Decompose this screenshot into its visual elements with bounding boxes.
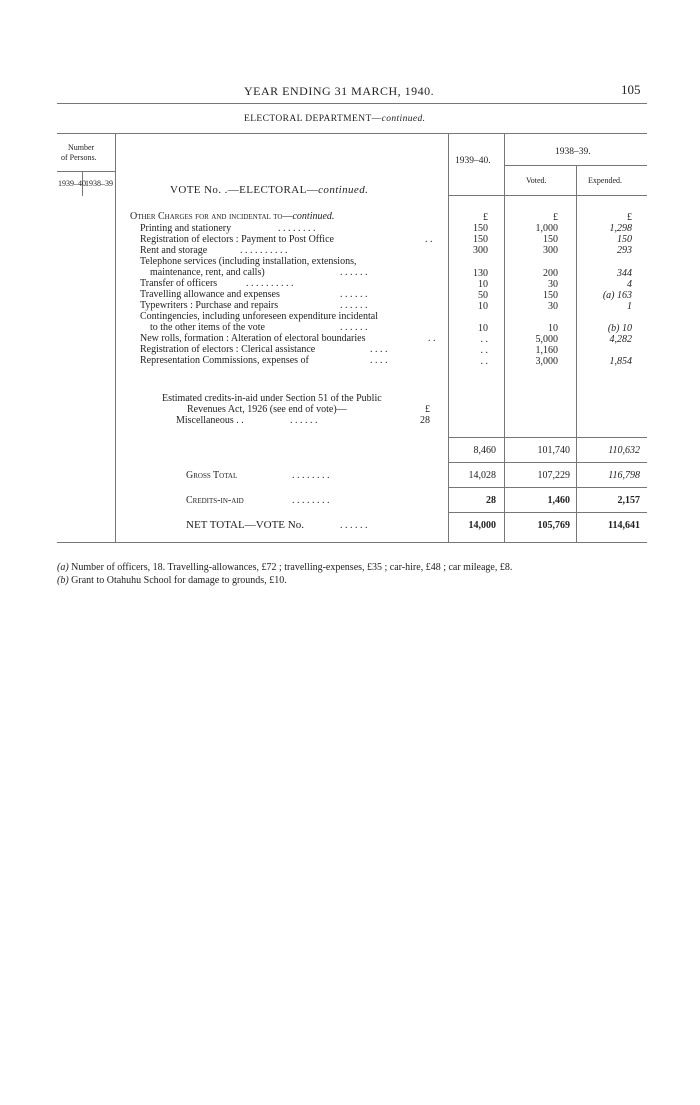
credits-note-line3: Miscellaneous . . [176, 415, 244, 426]
credits-note-line1: Estimated credits-in-aid under Section 51 of the Public [162, 393, 382, 404]
row-value-voted: 200 [543, 268, 558, 279]
gross-total-dots: . . . . . . . . [292, 470, 330, 481]
row-dots: . . [425, 234, 433, 245]
row-value-voted: 1,000 [535, 223, 558, 234]
row-value-expended: 1 [627, 301, 632, 312]
voted-expended-divider [576, 165, 577, 542]
row-dots: . . . . . . . . . . [246, 278, 294, 289]
section-subtitle: ELECTORAL DEPARTMENT—continued. [244, 114, 426, 124]
row-value-voted: 150 [543, 234, 558, 245]
row-value-expended: 4 [627, 279, 632, 290]
row-label: maintenance, rent, and calls) [150, 267, 265, 278]
subtotal-voted: 101,740 [537, 445, 570, 456]
row-value-1940: . . [480, 334, 488, 345]
row-value-1940: . . [480, 345, 488, 356]
net-total-label: NET TOTAL—VOTE No. [186, 519, 304, 531]
col-header-1939-40: 1939–40. [455, 156, 491, 166]
col-1940-right-divider [504, 133, 505, 542]
persons-year-1940: 1939–40 [58, 179, 86, 188]
row-dots: . . . . . . [340, 322, 368, 333]
subtotal-expended: 110,632 [608, 445, 640, 456]
credits-in-aid-1940: 28 [486, 495, 496, 506]
row-value-voted: 5,000 [535, 334, 558, 345]
row-value-voted: 10 [548, 323, 558, 334]
row-value-voted: 30 [548, 301, 558, 312]
credits-in-aid-expended: 2,157 [617, 495, 640, 506]
currency-1940: £ [483, 212, 488, 223]
persons-year-1939: 1938–39 [85, 179, 113, 188]
row-value-voted: 3,000 [535, 356, 558, 367]
row-value-expended: 4,282 [609, 334, 632, 345]
page-number: 105 [621, 82, 641, 97]
subtotal-rule [448, 437, 647, 438]
row-value-voted: 30 [548, 279, 558, 290]
persons-col-divider [115, 133, 116, 542]
col-header-1938-39: 1938–39. [555, 147, 591, 157]
credits-rule [448, 487, 647, 488]
row-label: Printing and stationery [140, 223, 232, 234]
row-dots: . . . . . . [340, 289, 368, 300]
net-rule [448, 512, 647, 513]
currency-expended: £ [627, 212, 632, 223]
row-label: Transfer of officers [140, 278, 218, 289]
row-value-1940: 150 [473, 234, 488, 245]
row-label: New rolls, formation : Alteration of electoral boundaries [140, 333, 366, 344]
net-total-1940: 14,000 [468, 520, 496, 531]
gross-total-label: Gross Total [186, 470, 238, 481]
row-value-expended: 1,298 [609, 223, 632, 234]
currency-voted: £ [553, 212, 558, 223]
row-value-1940: 130 [473, 268, 488, 279]
row-value-expended: (a) 163 [602, 290, 632, 301]
credits-note-currency: £ [425, 404, 430, 415]
row-dots: . . . . [370, 355, 388, 366]
row-label: to the other items of the vote [150, 322, 265, 333]
page-header-title: YEAR ENDING 31 MARCH, 1940. [244, 84, 435, 98]
gross-total-expended: 116,798 [608, 470, 640, 481]
net-total-expended: 114,641 [608, 520, 640, 531]
row-label: Representation Commissions, expenses of [140, 355, 309, 366]
col-header-expended: Expended. [588, 176, 622, 185]
row-value-1940: 10 [478, 301, 488, 312]
row-value-1940: . . [480, 356, 488, 367]
net-total-voted: 105,769 [537, 520, 570, 531]
row-label: Typewriters : Purchase and repairs [140, 300, 279, 311]
row-value-voted: 150 [543, 290, 558, 301]
section-heading: Other Charges for and incidental to—continued. [130, 211, 335, 222]
row-value-1940: 150 [473, 223, 488, 234]
row-value-expended: 150 [617, 234, 632, 245]
footnote-a: (a) Number of officers, 18. Travelling-allowances, £72 ; travelling-expenses, £35 ; car-hire, £48 ; car mileage, £8. [57, 562, 513, 573]
row-dots: . . . . . . . . . . [240, 245, 288, 256]
gross-rule [448, 462, 647, 463]
row-label: Contingencies, including unforeseen expenditure incidental [140, 311, 378, 322]
net-total-dots: . . . . . . [340, 520, 368, 531]
table-bottom-rule [57, 542, 647, 543]
table-top-rule [57, 133, 647, 134]
row-label: Telephone services (including installation, extensions, [140, 256, 357, 267]
row-value-expended: (b) 10 [607, 323, 632, 334]
credits-note-dots: . . . . . . [290, 415, 318, 426]
gross-total-voted: 107,229 [537, 470, 570, 481]
row-dots: . . . . . . [340, 267, 368, 278]
row-label: Rent and storage [140, 245, 208, 256]
header-rule [57, 103, 647, 104]
amounts-header-rule [448, 195, 647, 196]
row-dots: . . . . . . . . [278, 223, 316, 234]
subtotal-1940: 8,460 [473, 445, 496, 456]
row-dots: . . . . [370, 344, 388, 355]
persons-header-line2: of Persons. [61, 153, 97, 162]
credits-in-aid-voted: 1,460 [547, 495, 570, 506]
row-label: Travelling allowance and expenses [140, 289, 280, 300]
row-label: Registration of electors : Payment to Post Office [140, 234, 334, 245]
credits-in-aid-dots: . . . . . . . . [292, 495, 330, 506]
row-value-voted: 300 [543, 245, 558, 256]
persons-header-line1: Number [68, 143, 95, 152]
credits-in-aid-label: Credits-in-aid [186, 495, 244, 506]
row-value-voted: 1,160 [535, 345, 558, 356]
credits-note-line2: Revenues Act, 1926 (see end of vote)— [187, 404, 347, 415]
gross-total-1940: 14,028 [468, 470, 496, 481]
footnote-b: (b) Grant to Otahuhu School for damage to grounds, £10. [57, 575, 287, 586]
row-dots: . . [428, 333, 436, 344]
vote-header: VOTE No. .—ELECTORAL—continued. [170, 184, 369, 196]
row-value-1940: 300 [473, 245, 488, 256]
row-label: Registration of electors : Clerical assistance [140, 344, 316, 355]
row-value-1940: 10 [478, 323, 488, 334]
persons-header-rule [57, 171, 115, 172]
credits-note-amount: 28 [420, 415, 430, 426]
row-dots: . . . . . . [340, 300, 368, 311]
row-value-1940: 10 [478, 279, 488, 290]
row-value-expended: 1,854 [609, 356, 632, 367]
row-value-expended: 344 [617, 268, 632, 279]
col-header-voted: Voted. [526, 176, 547, 185]
row-value-expended: 293 [617, 245, 632, 256]
row-value-1940: 50 [478, 290, 488, 301]
